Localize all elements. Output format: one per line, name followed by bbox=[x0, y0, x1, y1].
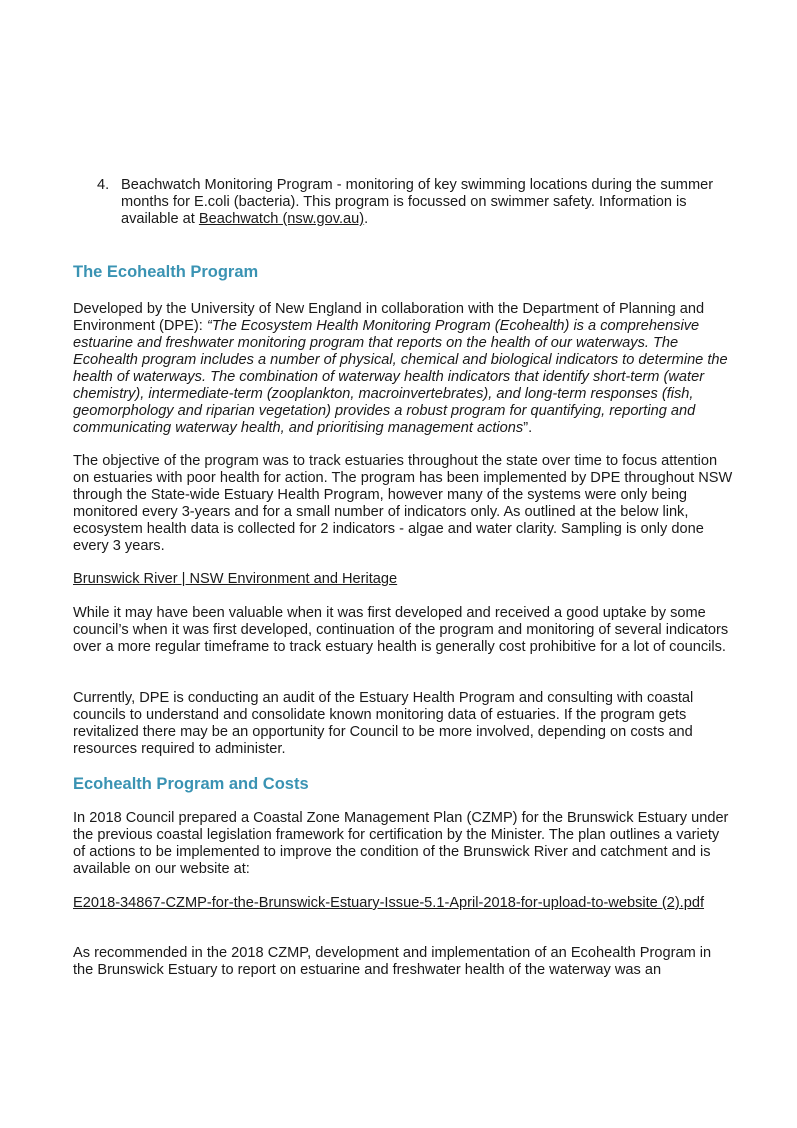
paragraph-program-cost: While it may have been valuable when it was first developed and received a good uptake by some council’s when it was first developed, continuation of the program and monitoring of several indicators over a more regular timeframe to track estuary health is generally cost prohibitive for a lot of councils. bbox=[73, 605, 729, 655]
quote-close: ”. bbox=[523, 420, 533, 436]
brunswick-river-link-line bbox=[73, 571, 733, 588]
section-heading-ecohealth-program: The Ecohealth Program bbox=[73, 263, 259, 281]
paragraph-program-objective: The objective of the program was to track estuaries throughout the state over time to focus attention on estuaries with poor health for action. The program has been implemented by DPE throughout NSW through the State-wide Estuary Health Program, however many of the systems were only being monitored every 3-years and for a small number of indicators only. As outlined at the below link, ecosystem health data is collected for 2 indicators - algae and water clarity. Sampling is only done every 3 years. bbox=[73, 453, 733, 554]
ecohealth-quote: “The Ecosystem Health Monitoring Program (Ecohealth) is a comprehensive estuarine and freshwater monitoring program that reports on the health of our waterways. The Ecohealth program includes a number of physical, chemical and biological indicators to determine the health of waterways. The combination of waterway health indicators that identify short-term (water chemistry), intermediate-term (zooplankton, macroinvertebrates), and long-term responses (fish, geomorphology and riparian vegetation) provides a robust program for quantifying, reporting and communicating waterway health, and prioritising management actions bbox=[73, 318, 728, 436]
brunswick-river-link[interactable]: Brunswick River | NSW Environment and Heritage bbox=[73, 571, 398, 587]
paragraph-dpe-audit: Currently, DPE is conducting an audit of the Estuary Health Program and consulting with coastal councils to understand and consolidate known monitoring data of estuaries. If the program gets revitalized there may be an opportunity for Council to be more involved, depending on costs and resources required to administer. bbox=[73, 690, 694, 757]
beachwatch-link[interactable]: Beachwatch (nsw.gov.au) bbox=[198, 211, 365, 227]
paragraph-czmp-recommendation: As recommended in the 2018 CZMP, development and implementation of an Ecohealth Program in the Brunswick Estuary to report on estuarine and freshwater health of the waterway was an bbox=[73, 945, 712, 978]
czmp-pdf-link-line bbox=[73, 895, 733, 912]
list-number: 4. bbox=[97, 177, 110, 193]
section-heading-ecohealth-costs: Ecohealth Program and Costs bbox=[73, 775, 309, 793]
list-item-text bbox=[121, 177, 731, 228]
paragraph-ecohealth-definition bbox=[73, 301, 733, 437]
paragraph-czmp: In 2018 Council prepared a Coastal Zone Management Plan (CZMP) for the Brunswick Estuary under the previous coastal legislation framework for certification by the Minister. The plan outlines a variety of actions to be implemented to improve the condition of the Brunswick River and catchment and is available on our website at: bbox=[73, 810, 729, 877]
list-item-text-after: . bbox=[364, 211, 369, 227]
czmp-pdf-link[interactable]: E2018-34867-CZMP-for-the-Brunswick-Estuary-Issue-5.1-April-2018-for-upload-to-website (2).pdf bbox=[73, 895, 705, 911]
list-item-text-before: Beachwatch Monitoring Program - monitoring of key swimming locations during the summer months for E.coli (bacteria). This program is focussed on swimmer safety. Information is available at bbox=[121, 177, 714, 227]
paragraph-lead-text: Developed by the University of New England in collaboration with the Department of Planning and Environment (DPE): bbox=[73, 301, 705, 334]
